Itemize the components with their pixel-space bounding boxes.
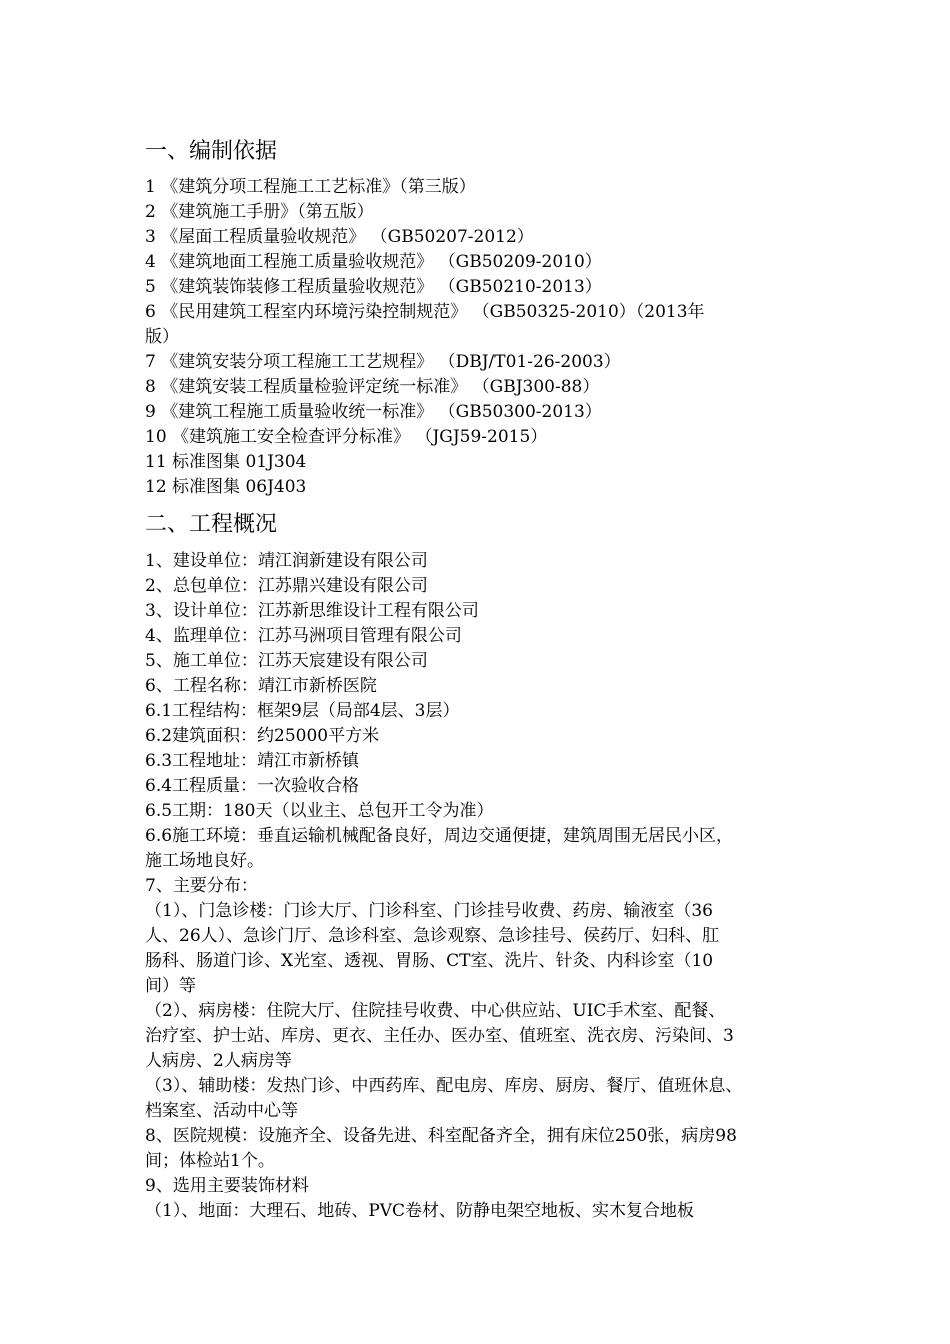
overview-item: （1）、地面：大理石、地砖、PVC卷材、防静电架空地板、实木复合地板 — [145, 1201, 695, 1221]
overview-item: 6.5工期：180天（以业主、总包开工令为准） — [145, 801, 494, 821]
basis-item: 12 标准图集 06J403 — [145, 477, 307, 497]
overview-item: （2）、病房楼：住院大厅、住院挂号收费、中心供应站、UIC手术室、配餐、 — [145, 1001, 726, 1021]
basis-item: 1 《建筑分项工程施工工艺标准》（第三版） — [145, 177, 476, 197]
overview-item: 施工场地良好。 — [145, 851, 264, 871]
overview-item: （3）、辅助楼：发热门诊、中西药库、配电房、库房、厨房、餐厅、值班休息、 — [145, 1076, 743, 1096]
overview-item: 9、选用主要装饰材料 — [145, 1176, 309, 1196]
overview-item: 治疗室、护士站、库房、更衣、主任办、医办室、值班室、洗衣房、污染间、3 — [145, 1026, 734, 1046]
overview-item: 7、主要分布： — [145, 876, 258, 896]
basis-item: 版） — [145, 327, 179, 347]
overview-item: 6.3工程地址：靖江市新桥镇 — [145, 751, 360, 771]
overview-item: 6、工程名称：靖江市新桥医院 — [145, 676, 377, 696]
overview-item: 肠科、肠道门诊、X光室、透视、胃肠、CT室、洗片、针灸、内科诊室（10 — [145, 951, 714, 971]
basis-item: 2 《建筑施工手册》（第五版） — [145, 202, 374, 222]
overview-item: 3、设计单位：江苏新思维设计工程有限公司 — [145, 601, 479, 621]
basis-item: 10 《建筑施工安全检查评分标准》 （JGJ59-2015） — [145, 427, 548, 447]
overview-item: 4、监理单位：江苏马洲项目管理有限公司 — [145, 626, 462, 646]
overview-item: 5、施工单位：江苏天宸建设有限公司 — [145, 651, 428, 671]
overview-item: 8、医院规模：设施齐全、设备先进、科室配备齐全，拥有床位250张，病房98 — [145, 1126, 737, 1146]
overview-item: 6.4工程质量：一次验收合格 — [145, 776, 360, 796]
basis-item: 8 《建筑安装工程质量检验评定统一标准》 （GBJ300-88） — [145, 377, 600, 397]
basis-item: 6 《民用建筑工程室内环境污染控制规范》 （GB50325-2010）（2013年 — [145, 302, 705, 322]
overview-item: （1）、门急诊楼：门诊大厅、门诊科室、门诊挂号收费、药房、输液室（36 — [145, 901, 713, 921]
overview-item: 人病房、2人病房等 — [145, 1051, 292, 1071]
basis-item: 5 《建筑装饰装修工程质量验收规范》 （GB50210-2013） — [145, 277, 602, 297]
basis-item: 3 《屋面工程质量验收规范》 （GB50207-2012） — [145, 227, 534, 247]
basis-item: 9 《建筑工程施工质量验收统一标准》 （GB50300-2013） — [145, 402, 602, 422]
overview-item: 人、26人）、急诊门厅、急诊科室、急诊观察、急诊挂号、侯药厅、妇科、肛 — [145, 926, 720, 946]
overview-item: 2、总包单位：江苏鼎兴建设有限公司 — [145, 576, 428, 596]
overview-item: 6.2建筑面积：约25000平方米 — [145, 726, 380, 746]
section-heading-basis: 一、编制依据 — [145, 139, 278, 164]
basis-item: 4 《建筑地面工程施工质量验收规范》 （GB50209-2010） — [145, 252, 602, 272]
section-heading-overview: 二、工程概况 — [145, 512, 278, 537]
overview-item: 档案室、活动中心等 — [145, 1101, 298, 1121]
overview-item: 间）等 — [145, 976, 196, 996]
overview-item: 6.6施工环境：垂直运输机械配备良好，周边交通便捷，建筑周围无居民小区， — [145, 826, 734, 846]
basis-item: 11 标准图集 01J304 — [145, 452, 307, 472]
overview-item: 6.1工程结构：框架9层（局部4层、3层） — [145, 701, 460, 721]
overview-item: 间；体检站1个。 — [145, 1151, 275, 1171]
overview-item: 1、建设单位：靖江润新建设有限公司 — [145, 551, 428, 571]
basis-item: 7 《建筑安装分项工程施工工艺规程》 （DBJ/T01-26-2003） — [145, 352, 621, 372]
